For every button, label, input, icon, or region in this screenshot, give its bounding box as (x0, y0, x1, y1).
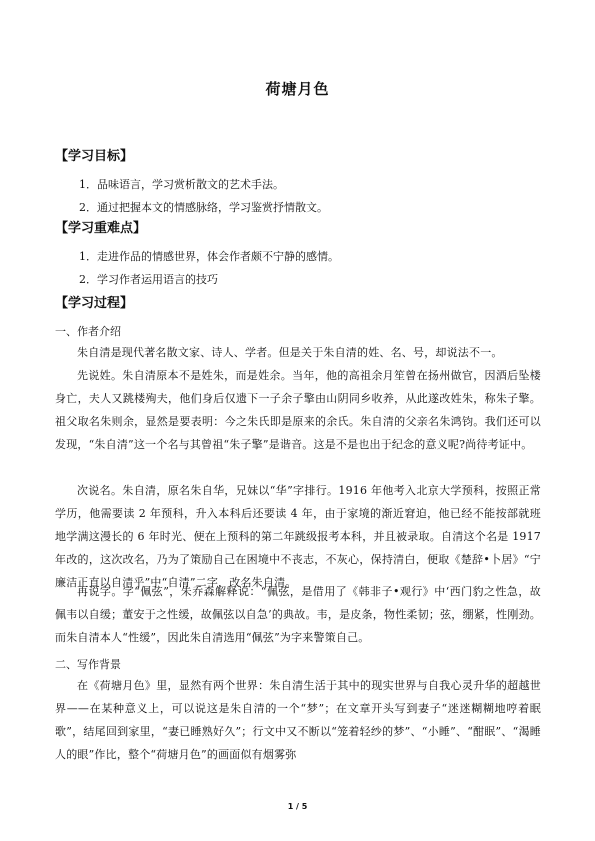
paragraph-1: 朱自清是现代著名散文家、诗人、学者。但是关于朱自清的姓、名、号，却说法不一。 (77, 346, 503, 359)
key-item-1: 1．走进作品的情感世界，体会作者颇不宁静的感情。 (79, 250, 339, 263)
subheading-background: 二、写作背景 (55, 658, 121, 671)
page-title: 荷塘月色 (265, 80, 330, 98)
page-number: 1 / 5 (287, 802, 308, 811)
paragraph-4: 再说字。字“佩弦”，朱乔森解释说：“佩弦，是借用了《韩非子•观行》中‘西门豹之性急，故佩韦以自缓；董安于之性缓，故佩弦以自急’的典故。韦，是皮条，物性柔韧；弦，绷紧，性刚劲。而朱自清本人“性缓”，因此朱自清选用“佩弦”为字来警策自己。 (55, 585, 541, 644)
goal-item-1: 1．品味语言，学习赏析散文的艺术手法。 (79, 178, 284, 191)
paragraph-5: 在《荷塘月色》里，显然有两个世界：朱自清生活于其中的现实世界与自我心灵升华的超越世界——在某种意义上，可以说这是朱自清的一个“梦”；在文章开头写到妻子“迷迷糊糊地哼着眠歌”，结尾回到家里，“妻已睡熟好久”；行文中又不断以“笼着轻纱的梦”、“小睡”、“酣眠”、“渴睡人的眼”作比，整个“荷塘月色”的画面似有烟雾弥 (55, 679, 541, 761)
key-item-2: 2．学习作者运用语言的技巧 (79, 273, 218, 286)
section-heading-process: 【学习过程】 (55, 296, 134, 311)
subheading-author: 一、作者介绍 (55, 325, 121, 338)
section-heading-key-points: 【学习重难点】 (55, 221, 147, 236)
section-heading-goals: 【学习目标】 (55, 149, 134, 164)
paragraph-3: 次说名。朱自清，原名朱自华，兄妹以“华”字排行。1916 年他考入北京大学预科，按照正常学历，他需要读 2 年预科，升入本科后还要读 4 年，由于家境的渐近窘迫，他已经不能按部就班地学满这漫长的 6 年时光、便在上预科的第二年跳级报考本科，并且被录取。自清这个名是 1917 年改的，这次改名，乃为了策励自己在困境中不丧志，不灰心，保持清白，便取《楚辞•卜居》“宁廉洁正直以自清乎”中“自清”二字，改名朱自清。 (55, 484, 541, 589)
paragraph-2: 先说姓。朱自清原本不是姓朱，而是姓余。当年，他的高祖余月笙曾在扬州做官，因酒后坠楼身亡，夫人又跳楼殉夫，他们身后仅遗下一子余子擎由山阴同乡收养，从此遂改姓朱，称朱子擎。祖父取名朱则余，显然是要表明：今之朱氏即是原来的余氏。朱自清的父亲名朱鸿钧。我们还可以发现，“朱自清”这一个名与其曾祖“朱子擎”是谐音。这是不是也出于纪念的意义呢?尚待考证中。 (55, 369, 541, 451)
goal-item-2: 2．通过把握本文的情感脉络，学习鉴赏抒情散文。 (79, 201, 328, 214)
